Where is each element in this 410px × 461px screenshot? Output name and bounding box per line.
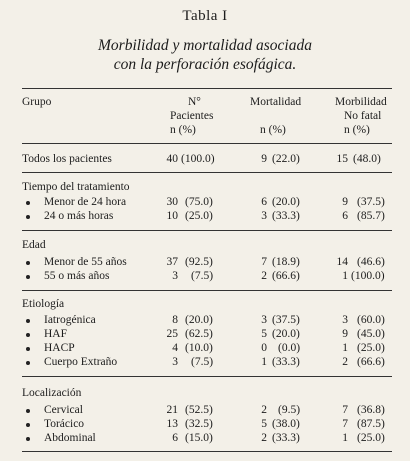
header-morbidity-l1: Morbilidad [335, 96, 387, 108]
row-mortality-pct: (9.5) [278, 404, 301, 416]
row-morbidity-pct: (60.0) [357, 314, 385, 326]
row-morbidity-pct: (100.0) [351, 270, 385, 282]
row-morbidity: 14 [336, 256, 348, 268]
row-morbidity: 6 [342, 210, 348, 222]
row-label: HAF [44, 328, 68, 340]
row-mortality-pct: (38.0) [272, 418, 300, 430]
row-patients: 13 [166, 418, 178, 430]
row-patients-pct: (7.5) [191, 270, 214, 282]
section-title: Tiempo del tratamiento [22, 181, 130, 193]
bullet-icon [26, 201, 30, 205]
total-mortality-pct: (22.0) [272, 153, 300, 165]
row-patients-pct: (75.0) [185, 196, 213, 208]
section-title: Edad [22, 239, 46, 251]
header-patients-l2: Pacientes [170, 110, 214, 122]
row-morbidity-pct: (87.5) [357, 418, 385, 430]
row-morbidity-pct: (46.6) [357, 256, 385, 268]
row-label: Cervical [44, 404, 83, 416]
row-label: Iatrogénica [44, 314, 96, 326]
bullet-icon [26, 215, 30, 219]
table-caption: Tabla I [182, 8, 228, 24]
row-patients-pct: (10.0) [185, 342, 213, 354]
bullet-icon [26, 423, 30, 427]
row-patients: 21 [166, 404, 178, 416]
row-mortality-pct: (37.5) [272, 314, 300, 326]
row-mortality: 0 [261, 342, 267, 354]
row-label: 24 o más horas [44, 210, 114, 222]
header-morbidity-l2: No fatal [344, 110, 382, 122]
row-mortality: 6 [261, 196, 267, 208]
row-mortality-pct: (20.0) [272, 328, 300, 340]
row-mortality: 2 [261, 404, 267, 416]
bullet-icon [26, 409, 30, 413]
table-title-line2: con la perforación esofágica. [113, 56, 297, 73]
row-morbidity: 3 [342, 314, 348, 326]
row-morbidity-pct: (66.6) [357, 356, 385, 368]
row-patients: 6 [172, 432, 178, 444]
row-morbidity: 9 [342, 196, 348, 208]
total-morbidity-pct: (48.0) [353, 153, 381, 165]
top-rule [22, 88, 392, 89]
row-mortality: 2 [261, 270, 267, 282]
row-label: 55 o más años [44, 270, 110, 282]
row-mortality: 1 [261, 356, 267, 368]
row-mortality: 5 [261, 328, 267, 340]
bullet-icon [26, 361, 30, 365]
row-morbidity-pct: (45.0) [357, 328, 385, 340]
row-label: Menor de 24 hora [44, 196, 127, 208]
row-patients-pct: (92.5) [185, 256, 213, 268]
bullet-icon [26, 261, 30, 265]
total-patients: 40 [166, 153, 178, 165]
row-label: Torácico [44, 418, 85, 430]
row-mortality: 3 [261, 314, 267, 326]
row-patients: 3 [172, 356, 178, 368]
row-morbidity-pct: (37.5) [357, 196, 385, 208]
row-morbidity-pct: (36.8) [357, 404, 385, 416]
row-morbidity: 1 [342, 432, 348, 444]
row-mortality-pct: (18.9) [272, 256, 300, 268]
row-patients: 4 [172, 342, 178, 354]
header-morbidity-l3: n (%) [344, 124, 370, 136]
row-morbidity-pct: (25.0) [357, 432, 385, 444]
row-patients: 8 [172, 314, 178, 326]
row-patients: 37 [166, 256, 178, 268]
row-patients: 30 [166, 196, 178, 208]
row-mortality: 5 [261, 418, 267, 430]
section-title: Localización [22, 387, 82, 399]
bullet-icon [26, 333, 30, 337]
row-label: Cuerpo Extraño [44, 356, 118, 368]
section-rule [22, 376, 392, 377]
header-group: Grupo [22, 96, 52, 108]
row-morbidity: 9 [342, 328, 348, 340]
table-title-line1: Morbilidad y mortalidad asociada [98, 37, 312, 54]
total-rule [22, 172, 392, 173]
bullet-icon [26, 275, 30, 279]
total-mortality: 9 [261, 153, 267, 165]
row-patients-pct: (20.0) [185, 314, 213, 326]
row-mortality-pct: (20.0) [272, 196, 300, 208]
header-patients-l3: n (%) [170, 124, 196, 136]
row-patients-pct: (15.0) [185, 432, 213, 444]
row-patients-pct: (25.0) [185, 210, 213, 222]
row-morbidity: 7 [342, 404, 348, 416]
row-mortality-pct: (0.0) [278, 342, 301, 354]
bullet-icon [26, 319, 30, 323]
row-label: Menor de 55 años [44, 256, 127, 268]
row-patients-pct: (62.5) [185, 328, 213, 340]
row-morbidity: 7 [342, 418, 348, 430]
row-label: HACP [44, 342, 75, 354]
section-title: Etiología [22, 298, 65, 310]
section-rule [22, 230, 392, 231]
row-patients-pct: (32.5) [185, 418, 213, 430]
header-mortality-l1: Mortalidad [250, 96, 302, 108]
bullet-icon [26, 437, 30, 441]
row-morbidity: 1 [342, 342, 348, 354]
row-morbidity: 1 [342, 270, 348, 282]
row-mortality: 2 [261, 432, 267, 444]
row-mortality: 3 [261, 210, 267, 222]
header-rule [22, 143, 392, 144]
row-patients: 25 [166, 328, 178, 340]
bullet-icon [26, 347, 30, 351]
row-patients: 3 [172, 270, 178, 282]
total-patients-pct: (100.0) [181, 153, 215, 165]
row-mortality-pct: (33.3) [272, 210, 300, 222]
row-patients-pct: (7.5) [191, 356, 214, 368]
total-label: Todos los pacientes [22, 153, 112, 165]
section-rule [22, 290, 392, 291]
row-label: Abdominal [44, 432, 96, 444]
header-patients-l1: N° [188, 96, 201, 108]
row-mortality-pct: (66.6) [272, 270, 300, 282]
row-mortality: 7 [261, 256, 267, 268]
row-morbidity: 2 [342, 356, 348, 368]
row-morbidity-pct: (85.7) [357, 210, 385, 222]
bottom-rule [22, 451, 392, 452]
row-morbidity-pct: (25.0) [357, 342, 385, 354]
row-patients: 10 [166, 210, 178, 222]
header-mortality-l3: n (%) [260, 124, 286, 136]
total-morbidity: 15 [336, 153, 348, 165]
row-mortality-pct: (33.3) [272, 432, 300, 444]
row-patients-pct: (52.5) [185, 404, 213, 416]
row-mortality-pct: (33.3) [272, 356, 300, 368]
